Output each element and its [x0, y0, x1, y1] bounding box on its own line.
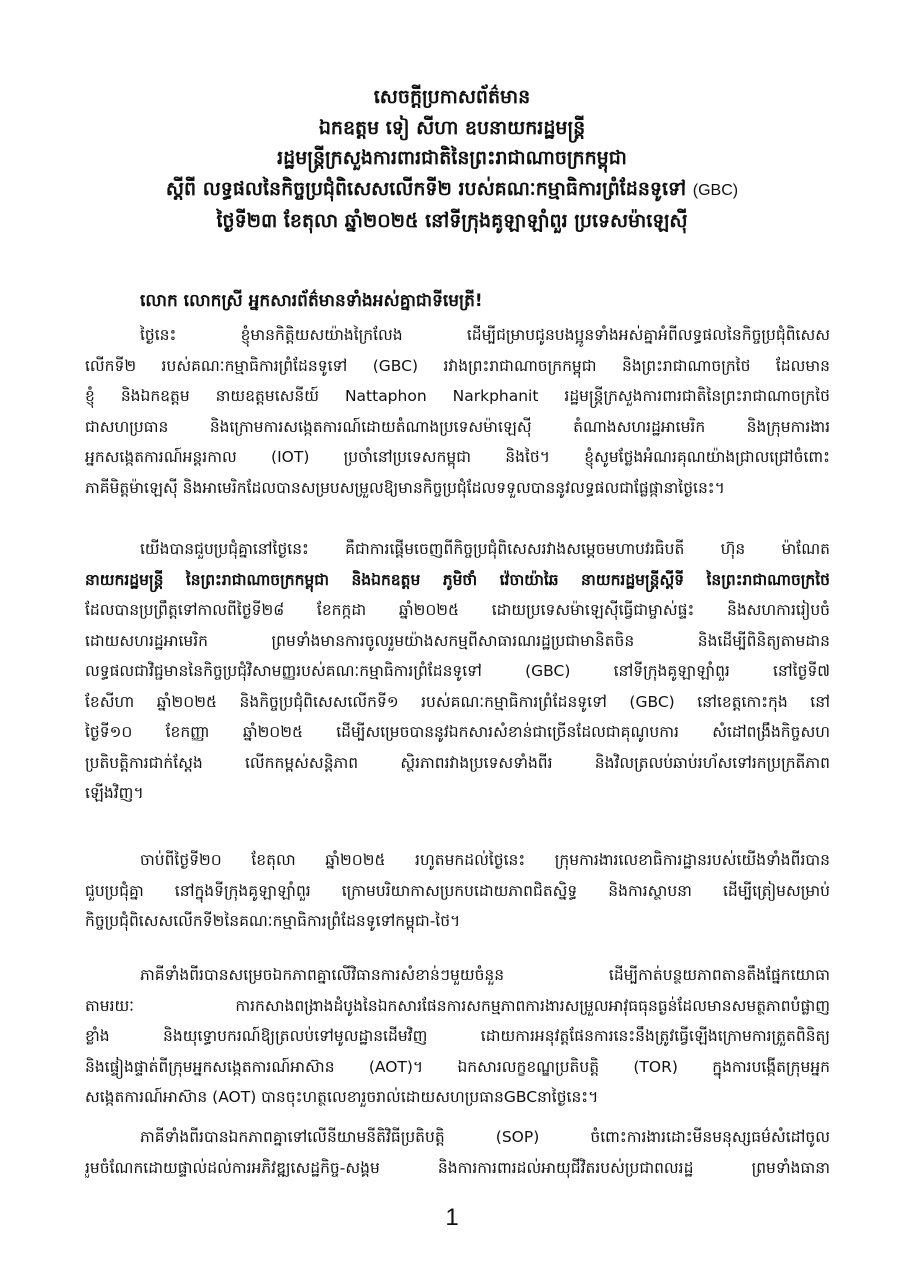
paragraph-line: ជួបប្រជុំគ្នា នៅក្នុងទីក្រុងគូឡាឡាំពួរ ក្រោមបរិយាកាសប្រកបដោយភាពជិតស្និទ្ធ និងការស្ថាបនា ដើម្បីត្រៀមសម្រាប់: [85, 881, 830, 900]
paragraph-line: ចាប់ពីថ្ងៃទី២០ ខែតុលា ឆ្នាំ២០២៥ រហូតមកដល់ថ្ងៃនេះ ក្រុមការងារលេខាធិការដ្ឋានរបស់យើងទាំងពីរបាន: [140, 851, 830, 869]
salutation: លោក លោកស្រី អ្នកសារព័ត៌មានទាំងអស់គ្នាជាទីមេត្រី!: [140, 291, 483, 311]
paragraph-line: តាមរយៈ ការកសាងពង្រាងដំបូងនៃឯកសារផែនការសកម្មភាពការងារសម្រួលអាវុធធុនធ្ងន់ដែលមានសមត្ថភាពបំផ្លាញ: [85, 996, 830, 1015]
paragraph-line: លទ្ធផលជាវិជ្ជមាននៃកិច្ចប្រជុំវិសាមញ្ញរបស់គណៈកម្មាធិការព្រំដែនទូទៅ (GBC) នៅទីក្រុងគូឡាឡាំពួរ នៅថ្ងៃទី៧: [85, 662, 830, 680]
document-title: សេចក្តីប្រកាសព័ត៌មាន: [373, 86, 531, 108]
press-release-header: [60, 82, 844, 237]
paragraph-line: ប្រតិបត្តិការជាក់ស្តែង លើកកម្ពស់សន្តិភាព ស្ថិរភាពរវាងប្រទេសទាំងពីរ និងវិលត្រលប់ឆាប់រហ័សទៅរកប្រក្រតីភាព: [85, 753, 830, 772]
paragraph-line: ថ្ងៃទី១០ ខែកញ្ញា ឆ្នាំ២០២៥ ដើម្បីសម្រេចបាននូវឯកសារសំខាន់ជាច្រើនដែលជាគុណូបការ សំដៅពង្រឹងកិច្ចសហ: [85, 723, 830, 741]
subject-line: [60, 174, 844, 207]
date-location-line: ថ្ងៃទី២៣ ខែតុលា ឆ្នាំ២០២៥ នៅទីក្រុងគូឡាឡាំពួរ ប្រទេសម៉ាឡេស៊ី: [216, 210, 688, 232]
paragraph-line: ឡើងវិញ។: [85, 784, 144, 802]
paragraph-2: [85, 534, 830, 809]
paragraph-line: ខ្លាំង និងយុទ្ធោបករណ៍ឱ្យត្រលប់ទៅមូលដ្ឋានដើមវិញ ដោយការអនុវត្តផែនការនេះនឹងត្រូវធ្វើឡើងក្រោមការត្រួតពិនិត្យ: [85, 1027, 830, 1045]
paragraph-line: ថ្ងៃនេះ ខ្ញុំមានកិត្តិយសយ៉ាងក្រៃលែង ដើម្បីជម្រាបជូនបងប្អូនទាំងអស់គ្នាអំពីលទ្ធផលនៃកិច្ចប្រជុំពិសេស: [140, 326, 830, 344]
paragraph-line: ភាគីទាំងពីរបានឯកភាពគ្នាទៅលើនីយាមនីតិវិធីប្រតិបត្តិ (SOP) ចំពោះការងារដោះមីនមនុស្សធម៌សំដៅចូល: [140, 1128, 830, 1146]
page-number: 1: [445, 1204, 459, 1231]
paragraph-line: ខែសីហា ឆ្នាំ២០២៥ និងកិច្ចប្រជុំពិសេសលើកទី១ របស់គណៈកម្មាធិការព្រំដែនទូទៅ (GBC) នៅខេត្តកោះកុង នៅ: [85, 692, 830, 711]
paragraph-line: នាយករដ្ឋមន្ត្រី នៃព្រះរាជាណាចក្រកម្ពុជា និងឯកឧត្តម ភូមិថាំ វ៉េចាយ៉ាឆៃ នាយករដ្ឋមន្ត្រីស្តីទី នៃព្រះរាជាណាចក្រថៃ: [85, 570, 830, 589]
paragraph-1: [85, 320, 830, 503]
paragraph-4: [85, 960, 830, 1113]
paragraph-5: [85, 1122, 830, 1183]
paragraph-line: កិច្ចប្រជុំពិសេសលើកទី២នៃគណៈកម្មាធិការព្រំដែនទូទៅកម្ពុជា-ថៃ។: [85, 912, 461, 930]
speaker-position: រដ្ឋមន្រ្តីក្រសួងការពារជាតិនៃព្រះរាជាណាចក្រកម្ពុជា: [277, 147, 627, 169]
subject-acronym: (GBC): [692, 181, 739, 199]
paragraph-line: ដោយសហរដ្ឋអាមេរិក ព្រមទាំងមានការចូលរួមយ៉ាងសកម្មពីសាធារណរដ្ឋប្រជាមានិតចិន និងដើម្បីពិនិត្យតាមដាន: [85, 631, 830, 650]
paragraph-line: អ្នកសង្កេតការណ៍អន្តរកាល (IOT) ប្រចាំនៅប្រទេសកម្ពុជា និងថៃ។ ខ្ញុំសូមថ្លែងអំណរគុណយ៉ាងជ្រាលជ្រៅចំពោះ: [85, 448, 830, 466]
paragraph-line: ខ្ញុំ និងឯកឧត្តម នាយឧត្តមសេនីយ៍ Nattaphon Narkphanit រដ្ឋមន្ត្រីក្រសួងការពារជាតិនៃព្រះរាជាណាចក្រថៃ: [85, 387, 830, 405]
paragraph-line: សង្កេតការណ៍អាស៊ាន (AOT) បានចុះហត្ថលេខារួចរាល់ដោយសហប្រធានGBCនាថ្ងៃនេះ។: [85, 1088, 599, 1106]
paragraph-line: យើងបានជួបប្រជុំគ្នានៅថ្ងៃនេះ គឺជាការផ្តើមចេញពីកិច្ចប្រជុំពិសេសរវាងសម្តេចមហាបវរធិបតី ហ៊ុន ម៉ាណែត: [140, 540, 830, 558]
subject-text: ស្តីពី លទ្ធផលនៃកិច្ចប្រជុំពិសេសលើកទី២ របស់គណៈកម្មាធិការព្រំដែនទូទៅ: [165, 177, 687, 200]
paragraph-line: និងផ្ទៀងផ្ទាត់ពីក្រុមអ្នកសង្កេតការណ៍អាស៊ាន (AOT)។ ឯកសារលក្ខខណ្ឌប្រតិបត្តិ (TOR) ក្នុងការបង្កើតក្រុមអ្នក: [85, 1057, 830, 1076]
paragraph-line: ភាគីទាំងពីរបានសម្រេចឯកភាពគ្នាលើវិធានការសំខាន់ៗមួយចំនួន ដើម្បីកាត់បន្ថយភាពតានតឹងផ្នែកយោធា: [140, 966, 830, 984]
paragraph-line: លើកទី២ របស់គណៈកម្មាធិការព្រំដែនទូទៅ (GBC) រវាងព្រះរាជាណាចក្រកម្ពុជា និងព្រះរាជាណាចក្រថៃ ដែលមាន: [85, 356, 830, 375]
paragraph-line: ដែលបានប្រព្រឹត្តទៅកាលពីថ្ងៃទី២៨ ខែកក្កដា ឆ្នាំ២០២៥ ដោយប្រទេសម៉ាឡេស៊ីធ្វើជាម្ចាស់ផ្ទះ និងសហការរៀបចំ: [85, 601, 830, 619]
paragraph-line: រួមចំណែកដោយផ្ទាល់ដល់ការអភិវឌ្ឍសេដ្ឋកិច្ច-សង្គម និងការការពារដល់អាយុជីវិតរបស់ប្រជាពលរដ្ឋ ព្រមទាំងធានា: [85, 1158, 830, 1177]
paragraph-line: ភាគីមិត្តម៉ាឡេស៊ី និងអាមេរិកដែលបានសម្របសម្រួលឱ្យមានកិច្ចប្រជុំដែលទទួលបាននូវលទ្ធផលជាផ្លែផ្កានាថ្ងៃនេះ។: [85, 478, 725, 497]
speaker-name: ឯកឧត្តម ទៀ សីហា ឧបនាយករដ្ឋមន្រ្តី: [318, 116, 586, 139]
paragraph-3: [85, 845, 830, 937]
paragraph-line: ជាសហប្រធាន និងក្រោមការសង្កេតការណ៍ដោយតំណាងប្រទេសម៉ាឡេស៊ី តំណាងសហរដ្ឋអាមេរិក និងក្រុមការងារ: [85, 417, 830, 436]
